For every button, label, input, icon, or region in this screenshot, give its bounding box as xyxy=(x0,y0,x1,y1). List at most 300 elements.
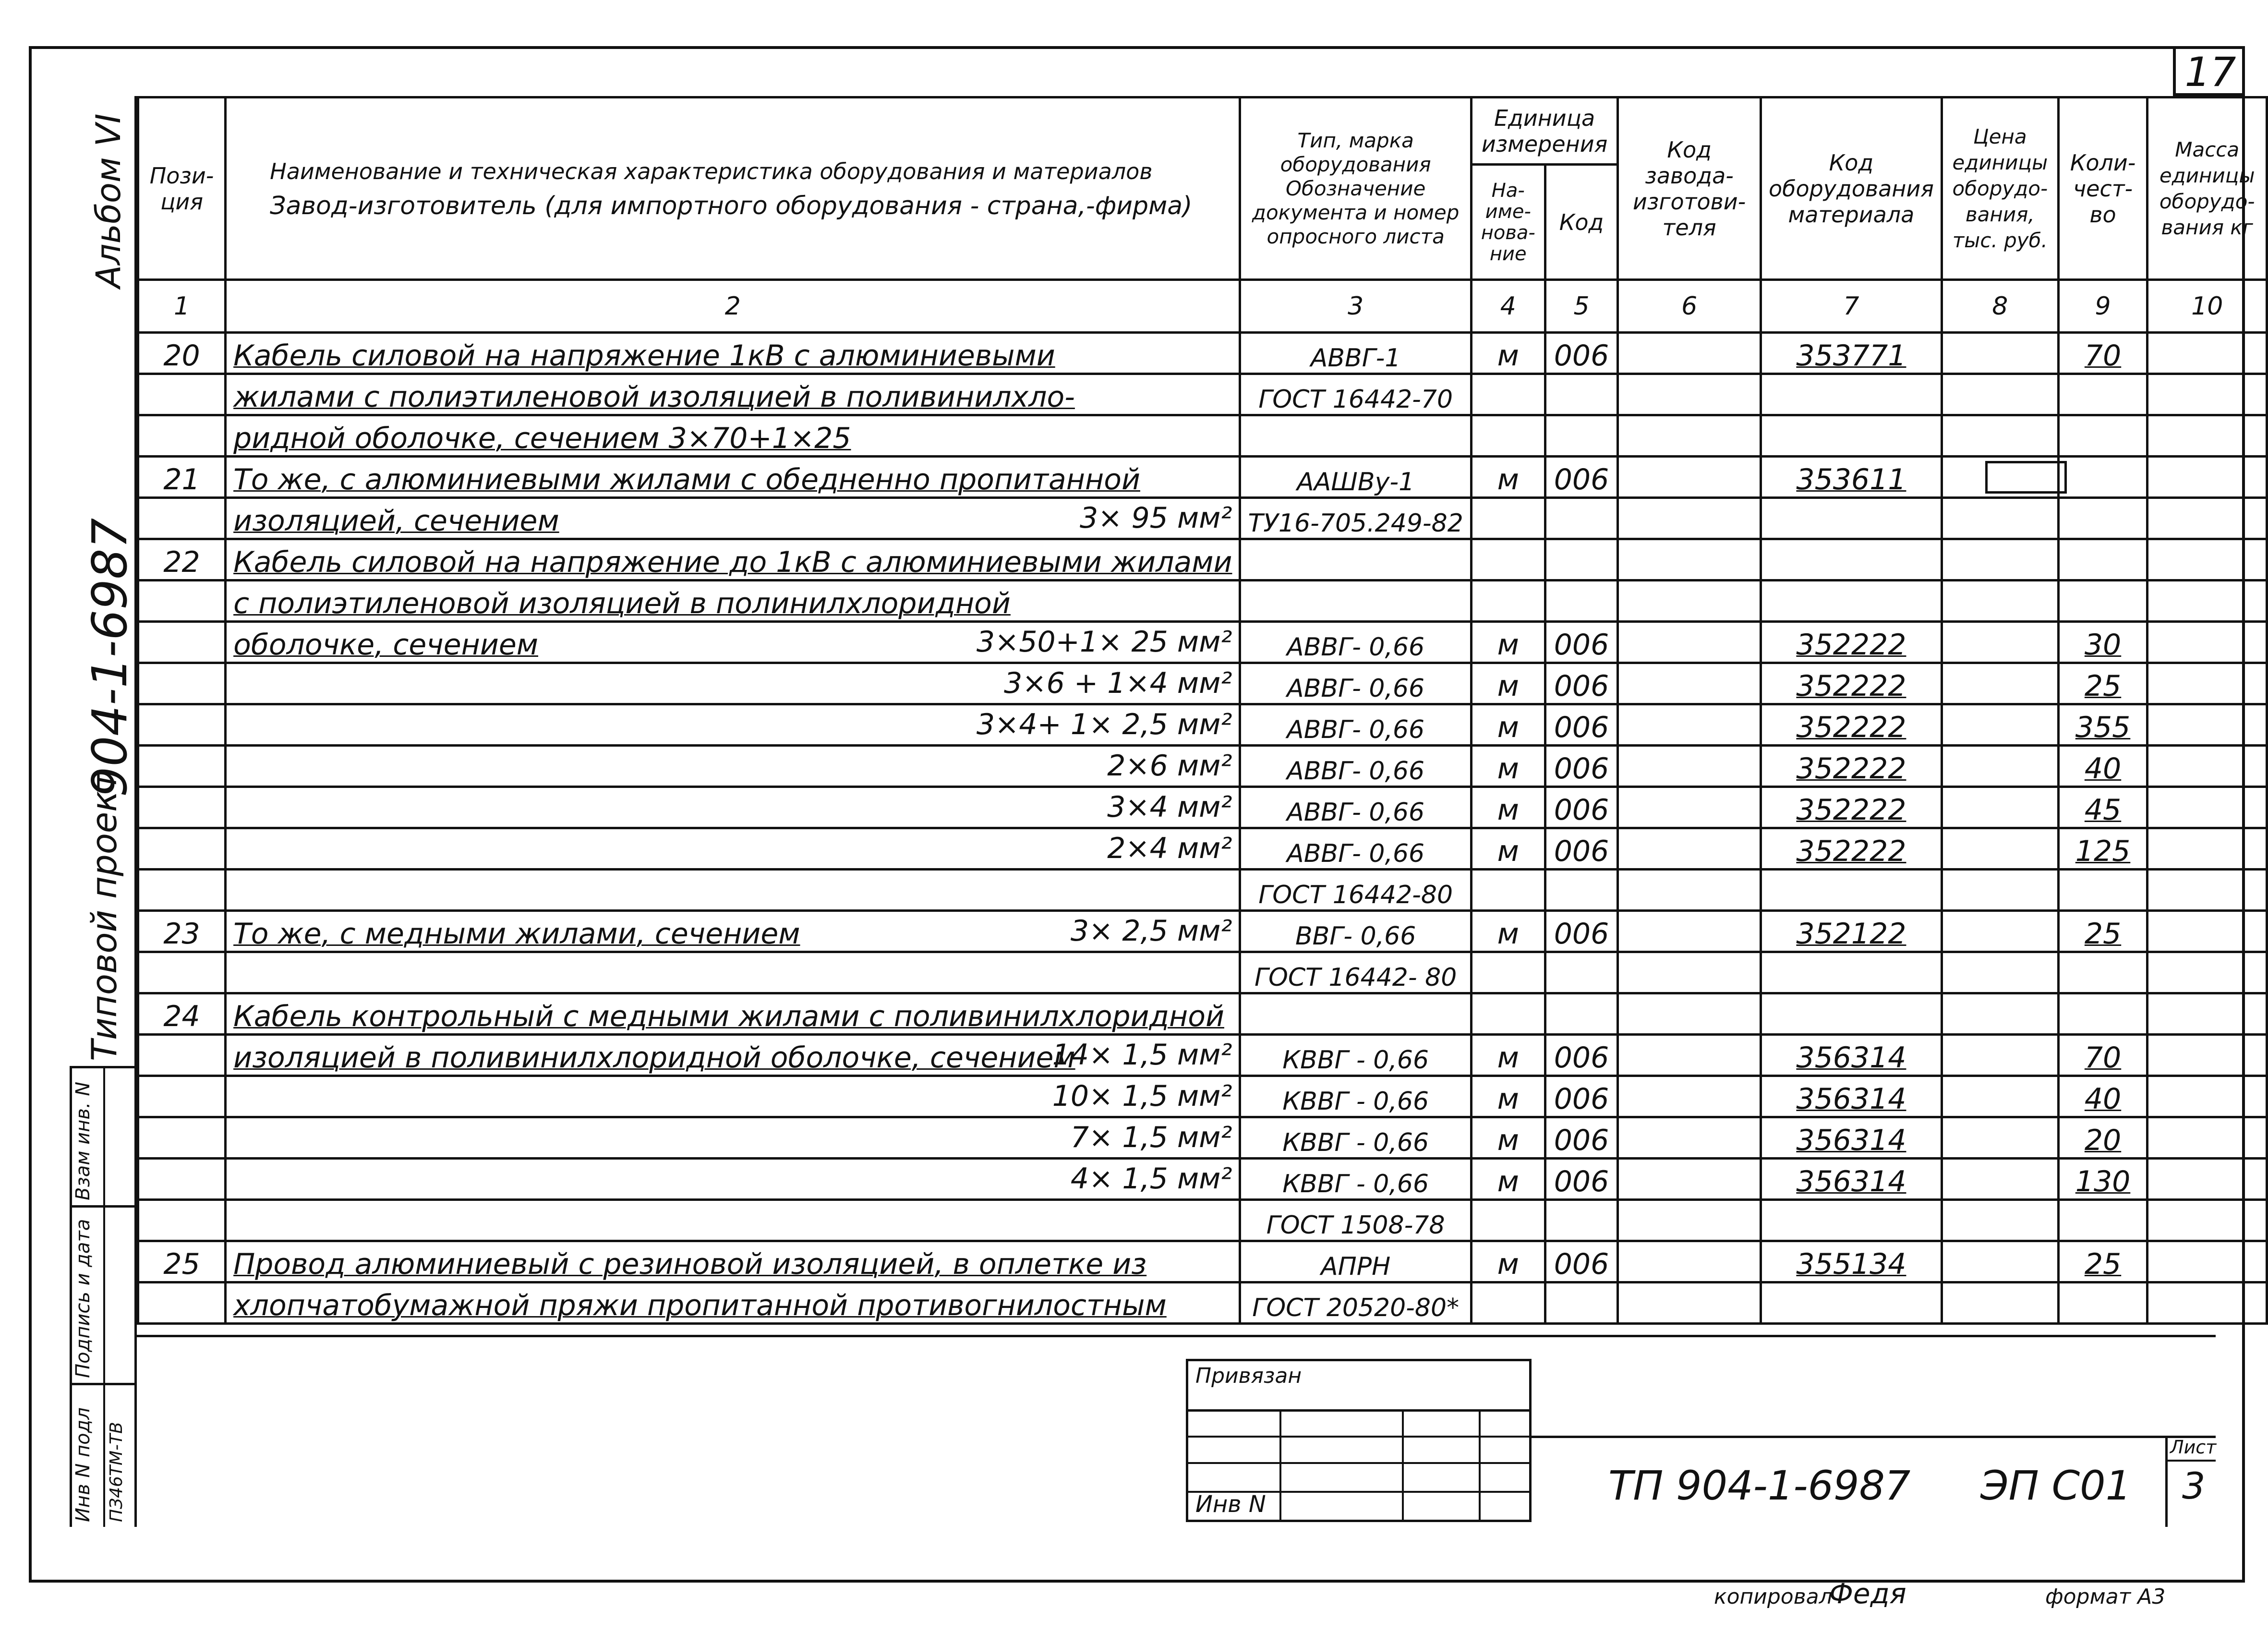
material-code-cell: 352122 xyxy=(1761,911,1942,952)
price-cell xyxy=(1942,704,2058,746)
unit-cell: м xyxy=(1471,911,1545,952)
name-cell xyxy=(226,993,1240,1035)
item-description: оболочке, сечением xyxy=(233,628,539,662)
stamp-top-line xyxy=(137,1335,2216,1337)
unit-code-cell: 006 xyxy=(1545,787,1618,828)
type-cell: КВВГ - 0,66 xyxy=(1240,1117,1471,1159)
name-cell xyxy=(226,622,1240,663)
name-cell xyxy=(226,498,1240,539)
position-cell: 23 xyxy=(138,911,226,952)
column-number: 6 xyxy=(1618,280,1761,333)
type-cell: ГОСТ 20520-80* xyxy=(1240,1282,1471,1324)
type-cell: АВВГ- 0,66 xyxy=(1240,663,1471,704)
position-cell: 21 xyxy=(138,457,226,498)
type-cell: АВВГ- 0,66 xyxy=(1240,746,1471,787)
name-cell xyxy=(226,1241,1240,1282)
linked-vline xyxy=(1279,1409,1281,1522)
cross-section-size: 3×6 + 1×4 мм² xyxy=(1004,666,1232,700)
position-cell xyxy=(138,1117,226,1159)
mass-cell xyxy=(2147,622,2267,663)
header-quantity: Коли-чест-во xyxy=(2058,97,2147,280)
column-number-row xyxy=(138,280,2267,333)
type-cell xyxy=(1240,415,1471,457)
name-cell xyxy=(226,1035,1240,1076)
type-cell: ГОСТ 16442- 80 xyxy=(1240,952,1471,993)
plant-code-cell xyxy=(1618,457,1761,498)
price-cell xyxy=(1942,415,2058,457)
unit-cell xyxy=(1471,1282,1545,1324)
strip-inv-value: ПЗ46ТМ-ТВ xyxy=(107,1422,126,1522)
cross-section-size: 3× 2,5 мм² xyxy=(1070,914,1232,948)
type-cell: АВВГ- 0,66 xyxy=(1240,828,1471,870)
position-cell: 25 xyxy=(138,1241,226,1282)
price-cell xyxy=(1942,374,2058,415)
column-number: 10 xyxy=(2147,280,2267,333)
unit-code-cell xyxy=(1545,993,1618,1035)
mass-cell xyxy=(2147,663,2267,704)
sheet-value: 3 xyxy=(2182,1464,2206,1507)
material-code-cell xyxy=(1761,581,1942,622)
price-cell xyxy=(1942,663,2058,704)
item-description: Провод алюминиевый с резиновой изоляцией, в оплетке из xyxy=(233,1247,1147,1281)
quantity-cell: 30 xyxy=(2058,622,2147,663)
mass-cell xyxy=(2147,1076,2267,1117)
doc-code: ТП 904-1-6987 xyxy=(1608,1462,1911,1509)
type-cell xyxy=(1240,993,1471,1035)
column-number: 4 xyxy=(1471,280,1545,333)
table-row xyxy=(138,828,2267,870)
mass-cell xyxy=(2147,1035,2267,1076)
material-code-cell xyxy=(1761,1282,1942,1324)
cross-section-size: 2×4 мм² xyxy=(1107,832,1232,865)
plant-code-cell xyxy=(1618,622,1761,663)
table-row xyxy=(138,415,2267,457)
type-cell: ВВГ- 0,66 xyxy=(1240,911,1471,952)
plant-code-cell xyxy=(1618,663,1761,704)
unit-cell xyxy=(1471,952,1545,993)
price-cell xyxy=(1942,1241,2058,1282)
mass-cell xyxy=(2147,581,2267,622)
project-code-vertical: 904-1-6987 xyxy=(82,518,138,797)
title-block-line xyxy=(1532,1436,2216,1438)
cross-section-size: 3×4+ 1× 2,5 мм² xyxy=(976,708,1232,741)
strip-label-signature: Подпись и дата xyxy=(72,1219,94,1378)
material-code-cell xyxy=(1761,993,1942,1035)
quantity-cell xyxy=(2058,1282,2147,1324)
material-code-cell: 352222 xyxy=(1761,828,1942,870)
linked-label: Привязан xyxy=(1195,1364,1302,1388)
mass-cell xyxy=(2147,1282,2267,1324)
unit-cell: м xyxy=(1471,828,1545,870)
mass-cell xyxy=(2147,787,2267,828)
name-cell xyxy=(226,1159,1240,1200)
plant-code-cell xyxy=(1618,1117,1761,1159)
plant-code-cell xyxy=(1618,870,1761,911)
unit-cell xyxy=(1471,374,1545,415)
type-cell: АВВГ- 0,66 xyxy=(1240,787,1471,828)
type-cell: ТУ16-705.249-82 xyxy=(1240,498,1471,539)
position-cell xyxy=(138,746,226,787)
type-cell: ГОСТ 16442-80 xyxy=(1240,870,1471,911)
table-row xyxy=(138,704,2267,746)
sheet-number-top: 17 xyxy=(2173,48,2245,96)
price-cell xyxy=(1942,870,2058,911)
mass-cell xyxy=(2147,1241,2267,1282)
quantity-cell: 70 xyxy=(2058,1035,2147,1076)
plant-code-cell xyxy=(1618,498,1761,539)
position-cell: 22 xyxy=(138,539,226,581)
type-cell: АВВГ-1 xyxy=(1240,333,1471,374)
quantity-cell xyxy=(2058,993,2147,1035)
plant-code-cell xyxy=(1618,1200,1761,1241)
item-description: с полиэтиленовой изоляцией в полинилхлоридной xyxy=(233,587,1011,620)
quantity-cell: 25 xyxy=(2058,1241,2147,1282)
header-material-code: Код оборудования материала xyxy=(1761,97,1942,280)
type-cell: КВВГ - 0,66 xyxy=(1240,1035,1471,1076)
column-number: 9 xyxy=(2058,280,2147,333)
quantity-cell xyxy=(2058,1200,2147,1241)
header-unit-code: Код xyxy=(1545,165,1618,280)
item-description: Кабель контрольный с медными жилами с поливинилхлоридной xyxy=(233,1000,1224,1033)
price-cell xyxy=(1942,333,2058,374)
price-cell xyxy=(1942,1076,2058,1117)
type-cell: АВВГ- 0,66 xyxy=(1240,704,1471,746)
quantity-cell: 25 xyxy=(2058,911,2147,952)
unit-cell xyxy=(1471,993,1545,1035)
unit-code-cell xyxy=(1545,415,1618,457)
plant-code-cell xyxy=(1618,1282,1761,1324)
format-label: формат А3 xyxy=(2045,1585,2166,1609)
table-row xyxy=(138,498,2267,539)
unit-cell xyxy=(1471,539,1545,581)
header-price: Цена единицы оборудо-вания, тыс. руб. xyxy=(1942,97,2058,280)
position-cell: 24 xyxy=(138,993,226,1035)
plant-code-cell xyxy=(1618,787,1761,828)
cross-section-size: 2×6 мм² xyxy=(1107,749,1232,783)
mass-cell xyxy=(2147,952,2267,993)
price-cell xyxy=(1942,828,2058,870)
name-cell xyxy=(226,333,1240,374)
unit-cell: м xyxy=(1471,1117,1545,1159)
mass-cell xyxy=(2147,374,2267,415)
name-cell xyxy=(226,952,1240,993)
unit-cell: м xyxy=(1471,1035,1545,1076)
unit-code-cell xyxy=(1545,581,1618,622)
header-position: Пози-ция xyxy=(138,97,226,280)
unit-cell: м xyxy=(1471,1159,1545,1200)
table-row xyxy=(138,787,2267,828)
price-cell xyxy=(1942,498,2058,539)
position-cell xyxy=(138,787,226,828)
material-code-cell: 356314 xyxy=(1761,1117,1942,1159)
material-code-cell: 352222 xyxy=(1761,663,1942,704)
item-description: жилами с полиэтиленовой изоляцией в поливинилхло- xyxy=(233,380,1075,414)
plant-code-cell xyxy=(1618,415,1761,457)
copied-label: копировал xyxy=(1714,1585,1833,1609)
quantity-cell: 355 xyxy=(2058,704,2147,746)
mass-cell xyxy=(2147,911,2267,952)
table-row xyxy=(138,911,2267,952)
name-cell xyxy=(226,787,1240,828)
unit-code-cell: 006 xyxy=(1545,333,1618,374)
quantity-cell: 25 xyxy=(2058,663,2147,704)
header-name-line2: Завод-изготовитель (для импортного оборудования - страна,-фирма) xyxy=(270,191,1193,220)
unit-cell xyxy=(1471,581,1545,622)
position-cell xyxy=(138,622,226,663)
unit-cell xyxy=(1471,870,1545,911)
material-code-cell: 353771 xyxy=(1761,333,1942,374)
unit-code-cell xyxy=(1545,870,1618,911)
quantity-cell xyxy=(2058,952,2147,993)
table-row xyxy=(138,1241,2267,1282)
material-code-cell: 352222 xyxy=(1761,704,1942,746)
material-code-cell xyxy=(1761,870,1942,911)
material-code-cell: 352222 xyxy=(1761,622,1942,663)
cross-section-size: 4× 1,5 мм² xyxy=(1070,1162,1232,1196)
quantity-cell xyxy=(2058,415,2147,457)
unit-code-cell: 006 xyxy=(1545,1035,1618,1076)
position-cell xyxy=(138,374,226,415)
cross-section-size: 3×50+1× 25 мм² xyxy=(976,625,1232,659)
type-cell: КВВГ - 0,66 xyxy=(1240,1076,1471,1117)
item-description: изоляцией, сечением xyxy=(233,504,559,538)
price-cell xyxy=(1942,1117,2058,1159)
name-cell xyxy=(226,1200,1240,1241)
plant-code-cell xyxy=(1618,374,1761,415)
table-row xyxy=(138,333,2267,374)
table-row xyxy=(138,1159,2267,1200)
item-description: изоляцией в поливинилхлоридной оболочке, сечением xyxy=(233,1041,1075,1075)
item-description: Кабель силовой на напряжение 1кВ с алюминиевыми xyxy=(233,339,1055,373)
column-number: 5 xyxy=(1545,280,1618,333)
cross-section-size: 10× 1,5 мм² xyxy=(1052,1079,1232,1113)
price-cell xyxy=(1942,911,2058,952)
plant-code-cell xyxy=(1618,1241,1761,1282)
doc-mark: ЭП С01 xyxy=(1980,1462,2132,1509)
quantity-cell: 20 xyxy=(2058,1117,2147,1159)
sheet-label: Лист xyxy=(2170,1437,2217,1458)
table-row xyxy=(138,1076,2267,1117)
price-cell xyxy=(1942,539,2058,581)
item-description: То же, с медными жилами, сечением xyxy=(233,917,800,951)
price-cell xyxy=(1942,581,2058,622)
header-plant-code: Код завода-изготови-теля xyxy=(1618,97,1761,280)
table-row xyxy=(138,746,2267,787)
material-code-cell: 355134 xyxy=(1761,1241,1942,1282)
unit-code-cell: 006 xyxy=(1545,911,1618,952)
quantity-cell: 40 xyxy=(2058,1076,2147,1117)
material-code-cell xyxy=(1761,1200,1942,1241)
column-number: 1 xyxy=(138,280,226,333)
table-row xyxy=(138,1035,2267,1076)
plant-code-cell xyxy=(1618,581,1761,622)
unit-code-cell: 006 xyxy=(1545,828,1618,870)
table-body xyxy=(138,333,2267,1324)
unit-cell xyxy=(1471,1200,1545,1241)
unit-cell: м xyxy=(1471,663,1545,704)
plant-code-cell xyxy=(1618,333,1761,374)
price-cell xyxy=(1942,1159,2058,1200)
header-type: Тип, марка оборудования Обозначение документа и номер опросного листа xyxy=(1240,97,1471,280)
name-cell xyxy=(226,663,1240,704)
position-cell xyxy=(138,828,226,870)
unit-code-cell: 006 xyxy=(1545,704,1618,746)
unit-cell: м xyxy=(1471,457,1545,498)
mass-cell xyxy=(2147,704,2267,746)
header-mass: Масса единицы оборудо-вания кг xyxy=(2147,97,2267,280)
header-unit: Единица измерения xyxy=(1471,97,1617,165)
position-cell xyxy=(138,581,226,622)
mass-cell xyxy=(2147,828,2267,870)
cross-section-size: 14× 1,5 мм² xyxy=(1052,1038,1232,1072)
album-label: Альбом VI xyxy=(89,113,128,288)
plant-code-cell xyxy=(1618,704,1761,746)
mass-cell xyxy=(2147,415,2267,457)
plant-code-cell xyxy=(1618,539,1761,581)
unit-code-cell: 006 xyxy=(1545,746,1618,787)
item-description: хлопчатобумажной пряжи пропитанной противогнилостным xyxy=(233,1289,1167,1322)
material-code-cell: 356314 xyxy=(1761,1035,1942,1076)
unit-code-cell: 006 xyxy=(1545,457,1618,498)
quantity-cell xyxy=(2058,581,2147,622)
price-cell xyxy=(1942,622,2058,663)
mass-cell xyxy=(2147,746,2267,787)
table-row xyxy=(138,952,2267,993)
unit-code-cell: 006 xyxy=(1545,663,1618,704)
plant-code-cell xyxy=(1618,1076,1761,1117)
plant-code-cell xyxy=(1618,828,1761,870)
quantity-cell: 45 xyxy=(2058,787,2147,828)
unit-cell: м xyxy=(1471,746,1545,787)
mass-cell xyxy=(2147,1159,2267,1200)
material-code-cell xyxy=(1761,415,1942,457)
cross-section-size: 7× 1,5 мм² xyxy=(1070,1121,1232,1154)
table-row xyxy=(138,374,2267,415)
unit-cell: м xyxy=(1471,1076,1545,1117)
name-cell xyxy=(226,746,1240,787)
unit-code-cell xyxy=(1545,539,1618,581)
copied-signature: Федя xyxy=(1829,1577,1906,1610)
name-cell xyxy=(226,911,1240,952)
type-cell: АПРН xyxy=(1240,1241,1471,1282)
price-cell xyxy=(1942,993,2058,1035)
name-cell xyxy=(226,1282,1240,1324)
type-cell: КВВГ - 0,66 xyxy=(1240,1159,1471,1200)
material-code-cell xyxy=(1761,374,1942,415)
unit-code-cell: 006 xyxy=(1545,1117,1618,1159)
position-cell xyxy=(138,704,226,746)
item-description: ридной оболочке, сечением 3×70+1×25 xyxy=(233,422,851,455)
material-code-cell: 356314 xyxy=(1761,1076,1942,1117)
unit-code-cell xyxy=(1545,374,1618,415)
name-cell xyxy=(226,415,1240,457)
type-cell: ААШВу-1 xyxy=(1240,457,1471,498)
price-cell xyxy=(1942,746,2058,787)
unit-cell: м xyxy=(1471,622,1545,663)
strip-label-inv: Инв N подл xyxy=(72,1407,94,1522)
plant-code-cell xyxy=(1618,952,1761,993)
mass-cell xyxy=(2147,993,2267,1035)
plant-code-cell xyxy=(1618,1159,1761,1200)
table-row xyxy=(138,870,2267,911)
table-row xyxy=(138,993,2267,1035)
unit-code-cell xyxy=(1545,1282,1618,1324)
type-cell: ГОСТ 1508-78 xyxy=(1240,1200,1471,1241)
position-cell xyxy=(138,1076,226,1117)
mass-cell xyxy=(2147,498,2267,539)
type-cell: АВВГ- 0,66 xyxy=(1240,622,1471,663)
title-block-line xyxy=(2165,1460,2216,1462)
material-code-cell: 352222 xyxy=(1761,787,1942,828)
name-cell xyxy=(226,1117,1240,1159)
mass-cell xyxy=(2147,457,2267,498)
header-row xyxy=(138,97,2267,165)
linked-vline xyxy=(1402,1409,1404,1522)
material-code-cell xyxy=(1761,498,1942,539)
table-row xyxy=(138,457,2267,498)
price-cell xyxy=(1942,1035,2058,1076)
price-cell xyxy=(1942,1200,2058,1241)
cross-section-size: 3× 95 мм² xyxy=(1079,501,1232,535)
price-cell xyxy=(1942,1282,2058,1324)
mass-cell xyxy=(2147,1200,2267,1241)
position-cell xyxy=(138,498,226,539)
type-cell xyxy=(1240,581,1471,622)
type-cell: ГОСТ 16442-70 xyxy=(1240,374,1471,415)
mass-cell xyxy=(2147,539,2267,581)
table-row xyxy=(138,1117,2267,1159)
name-cell xyxy=(226,1076,1240,1117)
material-code-cell: 353611 xyxy=(1761,457,1942,498)
unit-cell xyxy=(1471,498,1545,539)
column-number: 3 xyxy=(1240,280,1471,333)
specification-table xyxy=(137,96,2268,1325)
table-row xyxy=(138,581,2267,622)
unit-code-cell xyxy=(1545,498,1618,539)
plant-code-cell xyxy=(1618,911,1761,952)
material-code-cell: 352222 xyxy=(1761,746,1942,787)
header-unit-name: На-име-нова-ние xyxy=(1471,165,1545,280)
header-name-line1: Наименование и техническая характеристика оборудования и материалов xyxy=(270,158,1153,184)
price-cell xyxy=(1942,787,2058,828)
name-cell xyxy=(226,704,1240,746)
quantity-cell xyxy=(2058,539,2147,581)
name-cell xyxy=(226,539,1240,581)
position-cell: 20 xyxy=(138,333,226,374)
unit-cell: м xyxy=(1471,787,1545,828)
name-cell xyxy=(226,457,1240,498)
table-row xyxy=(138,622,2267,663)
unit-code-cell xyxy=(1545,1200,1618,1241)
material-code-cell: 356314 xyxy=(1761,1159,1942,1200)
item-description: То же, с алюминиевыми жилами с обедненно пропитанной xyxy=(233,463,1140,496)
inv-label: Инв N xyxy=(1195,1491,1266,1518)
quantity-cell: 40 xyxy=(2058,746,2147,787)
mass-cell xyxy=(2147,333,2267,374)
plant-code-cell xyxy=(1618,1035,1761,1076)
name-cell xyxy=(226,828,1240,870)
position-cell xyxy=(138,1200,226,1241)
quantity-cell xyxy=(2058,498,2147,539)
quantity-cell: 70 xyxy=(2058,333,2147,374)
unit-code-cell: 006 xyxy=(1545,622,1618,663)
name-cell xyxy=(226,581,1240,622)
column-number: 8 xyxy=(1942,280,2058,333)
quantity-cell: 125 xyxy=(2058,828,2147,870)
linked-vline xyxy=(1479,1409,1481,1522)
position-cell xyxy=(138,1035,226,1076)
price-cell xyxy=(1942,952,2058,993)
